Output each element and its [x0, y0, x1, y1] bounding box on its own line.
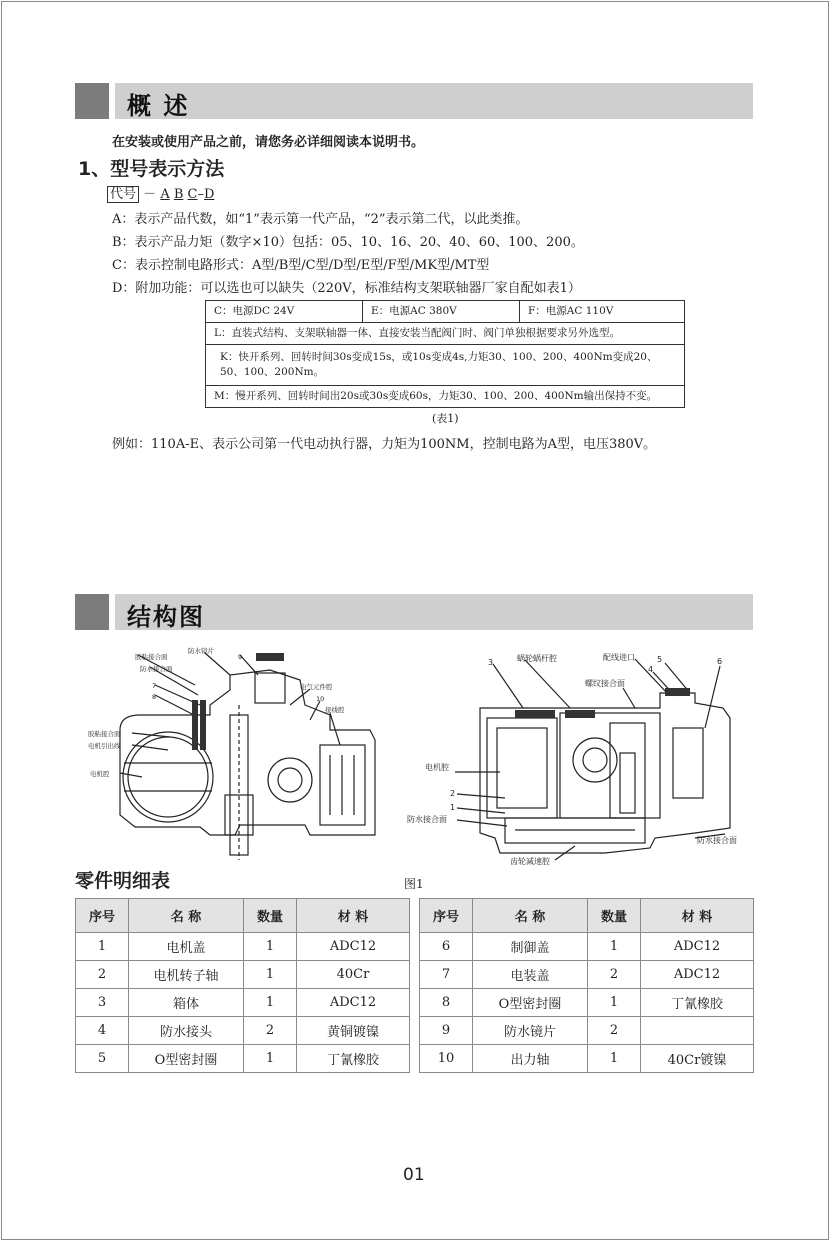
header-material: 材 料	[641, 899, 754, 933]
spec-k: K：快开系列、回转时间30s变成15s，或10s变成4s,力矩30、100、200、400Nm变成20、50、100、200Nm。	[206, 345, 685, 386]
table-row: 2 电机转子轴 1 40Cr	[76, 961, 410, 989]
spec-table	[205, 300, 685, 408]
label-elec-cavity: 电气元件腔	[300, 683, 333, 691]
code-label: 代号	[107, 186, 139, 203]
label-waterproof-face: 防水接合面	[140, 665, 173, 673]
table-row: 3 箱体 1 ADC12	[76, 989, 410, 1017]
label-lens: 防水镜片	[188, 647, 214, 655]
model-code: 代号 － A B C–D	[107, 183, 214, 202]
header-index: 序号	[76, 899, 129, 933]
label-waterproof-face-2: 防水接合面	[697, 836, 737, 845]
spec-l: L：直装式结构、支架联轴器一体、直接安装当配阀门时、阀门单独根据要求另外选型。	[206, 323, 685, 345]
label-9: 9	[238, 653, 243, 661]
table-caption: (表1)	[432, 412, 459, 425]
header-marker	[75, 83, 109, 119]
label-motor-lead: 电机引出线	[88, 742, 121, 750]
label-1: 1	[450, 803, 456, 812]
label-glue-face: 胶粘接合面	[135, 653, 168, 661]
label-worm-cavity: 蜗轮蜗杆腔	[517, 654, 557, 663]
parts-table-right	[419, 898, 754, 1073]
label-6: 6	[717, 657, 723, 666]
left-structure-diagram	[80, 645, 390, 865]
section-header-overview	[75, 83, 753, 119]
table-row: 7 电装盖 2 ADC12	[420, 961, 754, 989]
label-10: 10	[316, 695, 325, 703]
label-3: 3	[488, 658, 494, 667]
header-name: 名 称	[129, 899, 244, 933]
label-wire-inlet: 配线进口	[603, 653, 635, 662]
table-row: 9 防水镜片 2	[420, 1017, 754, 1045]
model-line-c: C：表示控制电路形式：A型/B型/C型/D型/E型/F型/MK型/MT型	[112, 258, 490, 273]
header-qty: 数量	[244, 899, 297, 933]
section-title: 结构图	[127, 603, 205, 631]
header-marker	[75, 594, 109, 630]
model-line-b: B：表示产品力矩（数字×10）包括：05、10、16、20、40、60、100、200。	[112, 235, 584, 250]
label-5: 5	[657, 655, 663, 664]
model-heading: 1、型号表示方法	[78, 158, 225, 180]
spec-e: E：电源AC 380V	[363, 301, 520, 323]
spec-f: F：电源AC 110V	[520, 301, 685, 323]
spec-c: C：电源DC 24V	[206, 301, 363, 323]
section-title: 概 述	[127, 92, 190, 120]
label-4: 4	[648, 665, 654, 674]
table-row: 1 电机盖 1 ADC12	[76, 933, 410, 961]
table-row: 10 出力轴 1 40Cr镀镍	[420, 1045, 754, 1073]
label-7: 7	[152, 682, 157, 690]
parts-table-left	[75, 898, 410, 1073]
intro-text: 在安装或使用产品之前，请您务必详细阅读本说明书。	[112, 135, 425, 150]
page-number: 01	[403, 1165, 425, 1185]
label-motor-cavity: 电机腔	[425, 763, 449, 772]
label-8: 8	[152, 693, 157, 701]
table-row: 5 O型密封圈 1 丁氰橡胶	[76, 1045, 410, 1073]
header-qty: 数量	[588, 899, 641, 933]
parts-title: 零件明细表	[75, 870, 171, 892]
table-row: 6 制御盖 1 ADC12	[420, 933, 754, 961]
label-glue-face-2: 胶粘接合面	[88, 730, 121, 738]
section-header-structure	[75, 594, 753, 630]
model-line-d: D：附加功能：可以选也可以缺失（220V，标准结构支架联轴器厂家自配如表1）	[112, 281, 581, 296]
label-wire-cavity: 接线腔	[325, 706, 345, 714]
header-material: 材 料	[297, 899, 410, 933]
table-row: 4 防水接头 2 黄铜镀镍	[76, 1017, 410, 1045]
label-thread-face: 螺纹接合面	[585, 679, 625, 688]
label-waterproof-face: 防水接合面	[407, 815, 447, 824]
right-structure-diagram	[405, 648, 755, 868]
header-name: 名 称	[473, 899, 588, 933]
header-index: 序号	[420, 899, 473, 933]
model-line-a: A：表示产品代数，如“1”表示第一代产品，“2”表示第二代，以此类推。	[112, 212, 529, 227]
label-motor-cavity: 电机腔	[90, 770, 110, 778]
spec-m: M：慢开系列、回转时间出20s或30s变成60s，力矩30、100、200、400Nm输出保持不变。	[206, 386, 685, 408]
figure-caption: 图1	[404, 877, 424, 891]
label-gear-cavity: 齿轮减速腔	[510, 857, 550, 866]
example-text: 例如：110A-E、表示公司第一代电动执行器，力矩为100NM，控制电路为A型，电压380V。	[112, 437, 657, 452]
label-2: 2	[450, 789, 456, 798]
table-row: 8 O型密封圈 1 丁氰橡胶	[420, 989, 754, 1017]
